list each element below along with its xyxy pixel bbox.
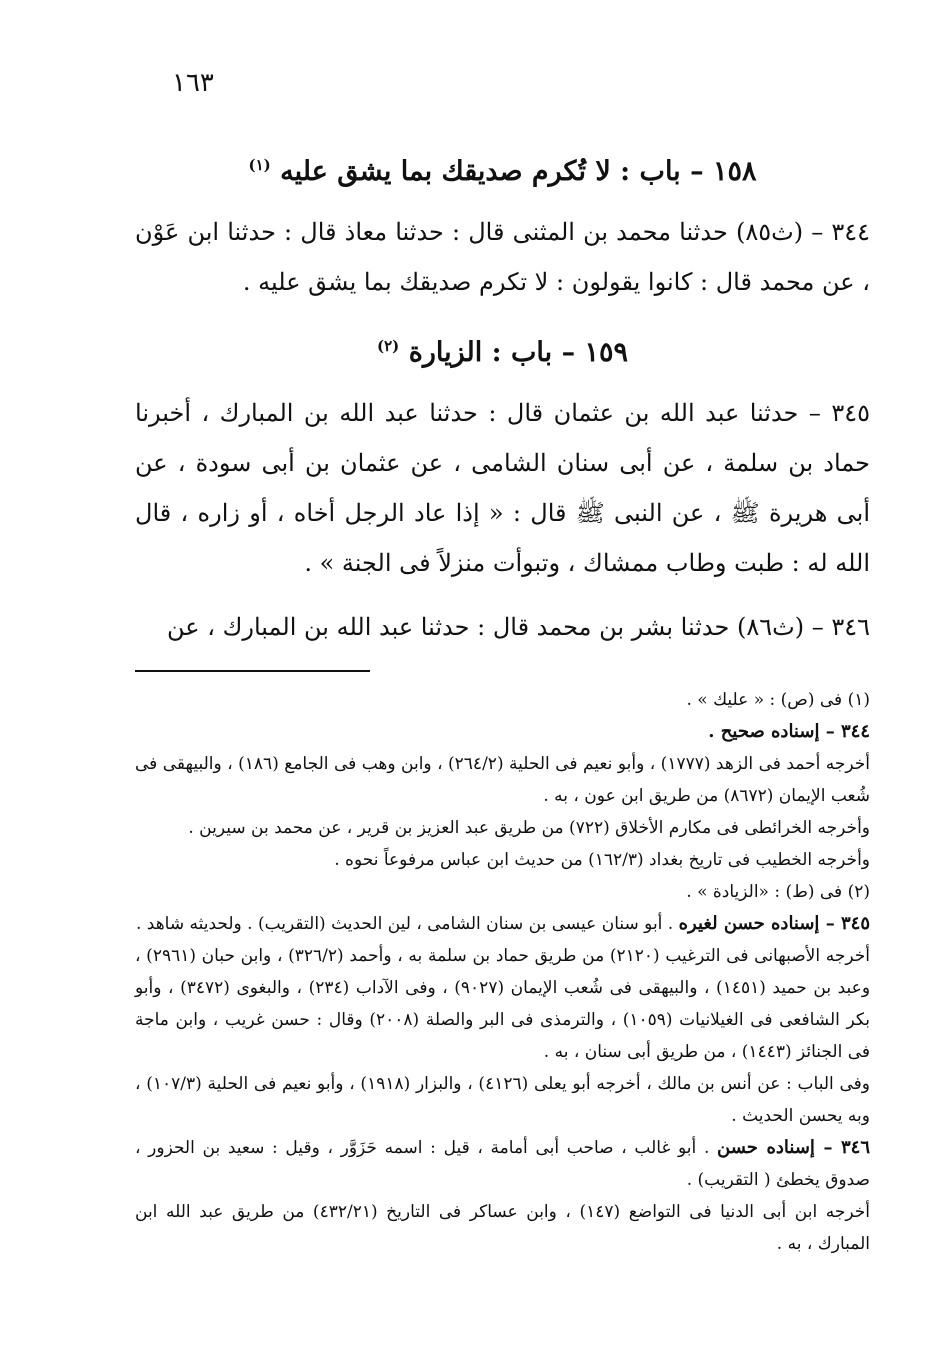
footnote [135,908,870,940]
page-number: ١٦٣ [172,68,214,98]
footnote-text: . أبو سنان عيسى بن سنان الشامى ، لين الحديث (التقريب) . ولحديثه شاهد . [135,914,679,934]
footnote-ref: (١) [248,156,271,174]
footnote-text: أخرجه الأصبهانى فى الترغيب (٢١٢٠) من طريق حماد بن سلمة به ، وأحمد (٣٢٦/٢) ، وابن حبان (٢٩٦١) ، وعبد بن حميد (١٤٥١) ، والبيهقى فى شُعب الإيمان (٩٠٢٧) ، وفى الآداب (٢٣٤) ، والبغوى (٣٤٧٢) ، وأبو بكر الشافعى فى الغيلانيات (١٠٥٩) ، والترمذى فى البر والصلة (٢٠٠٨) وقال : حسن غريب ، وابن ماجة فى الجنائز (١٤٤٣) ، من طريق أبى سنان ، به . [135,946,871,1062]
footnote [135,1132,870,1196]
footnote [135,940,870,1068]
footnote-bold: ٣٤٥ – إسناده حسن لغيره [678,913,870,934]
footnotes [135,684,870,1260]
footnote [135,844,870,876]
footnote-text: أخرجه ابن أبى الدنيا فى التواضع (١٤٧) ، وابن عساكر فى التاريخ (٤٣٢/٢١) من طريق عبد الله ابن المبارك ، به . [135,1202,870,1254]
footnote [135,876,870,908]
footnote-text: (٢) فى (ط) : «الزيادة » . [686,882,870,902]
footnote [135,812,870,844]
footnote [135,748,870,812]
chapter-heading-text: ١٥٨ – باب : لا تُكرم صديقك بما يشق عليه [280,156,757,187]
footnote-text: وأخرجه الخطيب فى تاريخ بغداد (١٦٢/٣) من حديث ابن عباس مرفوعاً نحوه . [334,850,870,870]
chapter-heading-159 [135,321,870,378]
footnote-text: وفى الباب : عن أنس بن مالك ، أخرجه أبو يعلى (٤١٢٦) ، والبزار (١٩١٨) ، وأبو نعيم فى الحلية (١٠٧/٣) ، وبه يحسن الحديث . [135,1074,870,1126]
footnote [135,716,870,748]
footnote [135,1196,870,1260]
footnote-text: وأخرجه الخرائطى فى مكارم الأخلاق (٧٢٢) من طريق عبد العزيز بن قرير ، عن محمد بن سيرين . [188,818,870,838]
footnote-text: أخرجه أحمد فى الزهد (١٧٧٧) ، وأبو نعيم فى الحلية (٢٦٤/٢) ، وابن وهب فى الجامع (١٨٦) ، والبيهقى فى شُعب الإيمان (٨٦٧٢) من طريق ابن عون ، به . [135,754,870,806]
footnote-ref: (٢) [377,337,400,355]
hadith-paragraph: ٣٤٤ – (ث٨٥) حدثنا محمد بن المثنى قال : حدثنا معاذ قال : حدثنا ابن عَوْن ، عن محمد قال : كانوا يقولون : لا تكرم صديقك بما يشق عليه . [135,218,871,296]
hadith-paragraph: ٣٤٦ – (ث٨٦) حدثنا بشر بن محمد قال : حدثنا عبد الله بن المبارك ، عن [167,613,870,641]
footnote-separator [135,670,370,672]
chapter-heading-text: ١٥٩ – باب : الزيارة [408,337,628,368]
footnote [135,684,870,716]
footnote-text: . أبو غالب ، صاحب أبى أمامة ، قيل : اسمه حَزَوَّر ، وقيل : سعيد بن الحزور ، صدوق يخطئ ( التقريب) . [135,1138,870,1190]
footnote-bold: ٣٤٦ – إسناده حسن [717,1137,870,1158]
footnote-bold: ٣٤٤ – إسناده صحيح . [708,721,870,742]
footnote [135,1068,870,1132]
page-content [135,140,870,1260]
hadith-paragraph: ٣٤٥ – حدثنا عبد الله بن عثمان قال : حدثنا عبد الله بن المبارك ، أخبرنا حماد بن سلمة ، عن أبى سنان الشامى ، عن عثمان بن أبى سودة ، عن أبى هريرة ﷺ ، عن النبى ﷺ قال : « إذا عاد الرجل أخاه ، أو زاره ، قال الله له : طبت وطاب ممشاك ، وتبوأت منزلاً فى الجنة » . [135,399,871,577]
chapter-heading-158 [135,140,870,197]
footnote-text: (١) فى (ص) : « عليك » . [686,690,870,710]
